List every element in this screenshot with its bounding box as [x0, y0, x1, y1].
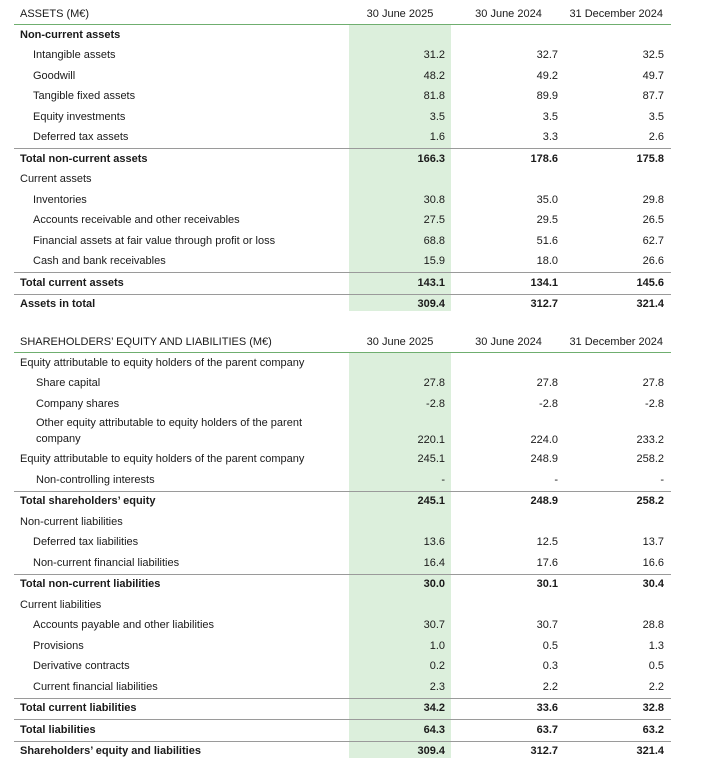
row-label: Non-current liabilities	[20, 515, 123, 528]
table-header	[14, 332, 671, 353]
table-row	[14, 636, 671, 657]
cell-value: -2.8	[539, 397, 558, 410]
row-label: Total liabilities	[14, 720, 349, 742]
column-header: 30 June 2025	[349, 4, 451, 25]
cell-value: 13.6	[423, 536, 445, 549]
cell-value: 258.2	[636, 453, 664, 466]
cell-value: 3.5	[429, 110, 445, 123]
cell-value: 81.8	[423, 90, 445, 103]
row-label: Equity attributable to equity holders of the parent company	[20, 356, 305, 369]
cell-value: 166.3	[349, 149, 451, 170]
cell-value: 1.0	[429, 639, 445, 652]
row-label: Share capital	[36, 377, 101, 390]
table-row	[14, 252, 671, 273]
row-label: Total non-current liabilities	[14, 574, 349, 595]
cell-value: 35.0	[536, 193, 558, 206]
cell-value: 27.8	[536, 377, 558, 390]
cell-value: 1.3	[648, 639, 664, 652]
cell-value: 3.5	[648, 110, 664, 123]
cell-value: 0.3	[542, 660, 558, 673]
row-label: Other equity attributable to equity holders of the parent company	[36, 416, 302, 445]
cell-value: 30.7	[423, 619, 445, 632]
table-row	[14, 657, 671, 678]
cell-value: 309.4	[349, 741, 451, 762]
row-label: Provisions	[33, 639, 84, 652]
section-row	[14, 512, 671, 533]
table-row	[14, 190, 671, 211]
table-row	[14, 470, 671, 491]
cell-value: 28.8	[642, 619, 664, 632]
table-row	[14, 616, 671, 637]
row-label: Financial assets at fair value through profit or loss	[33, 234, 276, 247]
cell-value: 31.2	[423, 49, 445, 62]
total-row	[14, 720, 671, 742]
row-label: Current liabilities	[20, 598, 102, 611]
column-header: 30 June 2024	[451, 332, 566, 353]
cell-value: 13.7	[642, 536, 664, 549]
row-label: Total current assets	[14, 273, 349, 295]
cell-value: 2.2	[648, 680, 664, 693]
table-row	[14, 374, 671, 395]
cell-value: 145.6	[566, 273, 671, 295]
cell-value: -2.8	[426, 397, 445, 410]
cell-value: 224.0	[530, 433, 558, 446]
cell-value: 51.6	[536, 234, 558, 247]
row-label: Goodwill	[33, 69, 76, 82]
cell-value: 220.1	[417, 433, 445, 446]
row-label: Cash and bank receivables	[33, 255, 166, 268]
row-label: Derivative contracts	[33, 660, 130, 673]
cell-value: 16.6	[642, 556, 664, 569]
cell-value: 321.4	[566, 741, 671, 762]
table-title: SHAREHOLDERS’ EQUITY AND LIABILITIES (M€)	[14, 332, 349, 353]
total-row	[14, 273, 671, 295]
cell-value: 68.8	[423, 234, 445, 247]
column-header: 30 June 2024	[451, 4, 566, 25]
cell-value: -	[660, 473, 664, 486]
cell-value: 0.5	[648, 660, 664, 673]
cell-value: 2.2	[542, 680, 558, 693]
cell-value: 26.5	[642, 214, 664, 227]
assets-table	[14, 4, 671, 315]
row-label: Deferred tax liabilities	[33, 536, 139, 549]
total-row	[14, 698, 671, 720]
section-row	[14, 595, 671, 616]
table-title: ASSETS (M€)	[14, 4, 349, 25]
equity-liabilities-table	[14, 332, 671, 762]
cell-value: 12.5	[536, 536, 558, 549]
cell-value: 15.9	[423, 255, 445, 268]
cell-value: -2.8	[645, 397, 664, 410]
cell-value: 27.8	[642, 377, 664, 390]
total-row	[14, 741, 671, 762]
row-label: Company shares	[36, 397, 120, 410]
table-row	[14, 107, 671, 128]
row-label: Total current liabilities	[14, 698, 349, 720]
table-row	[14, 553, 671, 574]
cell-value: 0.2	[429, 660, 445, 673]
cell-value: 30.1	[451, 574, 566, 595]
cell-value: 33.6	[451, 698, 566, 720]
cell-value: 87.7	[642, 90, 664, 103]
cell-value: 89.9	[536, 90, 558, 103]
row-label: Assets in total	[14, 294, 349, 315]
total-row	[14, 574, 671, 595]
cell-value: 32.5	[642, 49, 664, 62]
cell-value: 62.7	[642, 234, 664, 247]
cell-value: 143.1	[349, 273, 451, 295]
cell-value: 245.1	[349, 491, 451, 512]
cell-value: 29.5	[536, 214, 558, 227]
cell-value: 18.0	[536, 255, 558, 268]
cell-value: -	[554, 473, 558, 486]
row-label: Intangible assets	[33, 49, 116, 62]
cell-value: 32.8	[566, 698, 671, 720]
table-row	[14, 211, 671, 232]
cell-value: 30.8	[423, 193, 445, 206]
row-label: Deferred tax assets	[33, 131, 129, 144]
cell-value: 32.7	[536, 49, 558, 62]
column-header: 30 June 2025	[349, 332, 451, 353]
column-header: 31 December 2024	[566, 332, 671, 353]
row-label: Accounts receivable and other receivables	[33, 214, 240, 227]
table-row	[14, 231, 671, 252]
row-label: Total non-current assets	[14, 149, 349, 170]
row-label: Equity attributable to equity holders of the parent company	[20, 453, 305, 466]
cell-value: 27.5	[423, 214, 445, 227]
cell-value: 16.4	[423, 556, 445, 569]
row-label: Accounts payable and other liabilities	[33, 619, 215, 632]
section-row	[14, 353, 671, 374]
cell-value: 312.7	[451, 294, 566, 315]
cell-value: 34.2	[349, 698, 451, 720]
total-row	[14, 491, 671, 512]
table-row	[14, 533, 671, 554]
cell-value: 233.2	[636, 433, 664, 446]
table-row	[14, 415, 671, 450]
cell-value: 63.2	[566, 720, 671, 742]
table-row	[14, 66, 671, 87]
cell-value: 2.6	[648, 131, 664, 144]
cell-value: 2.3	[429, 680, 445, 693]
cell-value: 49.7	[642, 69, 664, 82]
table-row	[14, 394, 671, 415]
cell-value: 27.8	[423, 377, 445, 390]
row-label: Equity investments	[33, 110, 126, 123]
cell-value: 63.7	[451, 720, 566, 742]
cell-value: 64.3	[349, 720, 451, 742]
table-row	[14, 677, 671, 698]
cell-value: -	[441, 473, 445, 486]
cell-value: 17.6	[536, 556, 558, 569]
row-label: Non-current assets	[20, 28, 121, 41]
row-label: Current financial liabilities	[33, 680, 158, 693]
row-label: Shareholders’ equity and liabilities	[14, 741, 349, 762]
cell-value: 0.5	[542, 639, 558, 652]
cell-value: 3.3	[542, 131, 558, 144]
cell-value: 248.9	[451, 491, 566, 512]
cell-value: 30.4	[566, 574, 671, 595]
cell-value: 1.6	[429, 131, 445, 144]
cell-value: 248.9	[530, 453, 558, 466]
section-row	[14, 170, 671, 191]
cell-value: 48.2	[423, 69, 445, 82]
cell-value: 29.8	[642, 193, 664, 206]
cell-value: 49.2	[536, 69, 558, 82]
table-row	[14, 46, 671, 67]
row-label: Tangible fixed assets	[33, 90, 136, 103]
cell-value: 134.1	[451, 273, 566, 295]
cell-value: 321.4	[566, 294, 671, 315]
cell-value: 309.4	[349, 294, 451, 315]
total-row	[14, 149, 671, 170]
cell-value: 175.8	[566, 149, 671, 170]
cell-value: 3.5	[542, 110, 558, 123]
cell-value: 30.0	[349, 574, 451, 595]
row-label: Inventories	[33, 193, 87, 206]
cell-value: 245.1	[417, 453, 445, 466]
cell-value: 312.7	[451, 741, 566, 762]
cell-value: 258.2	[566, 491, 671, 512]
table-row	[14, 450, 671, 471]
table-row	[14, 128, 671, 149]
section-row	[14, 25, 671, 46]
cell-value: 30.7	[536, 619, 558, 632]
row-label: Non-controlling interests	[36, 473, 155, 486]
total-row	[14, 294, 671, 315]
row-label: Total shareholders’ equity	[14, 491, 349, 512]
column-header: 31 December 2024	[566, 4, 671, 25]
cell-value: 26.6	[642, 255, 664, 268]
row-label: Non-current financial liabilities	[33, 556, 180, 569]
table-row	[14, 87, 671, 108]
cell-value: 178.6	[451, 149, 566, 170]
row-label: Current assets	[20, 173, 92, 186]
table-header	[14, 4, 671, 25]
